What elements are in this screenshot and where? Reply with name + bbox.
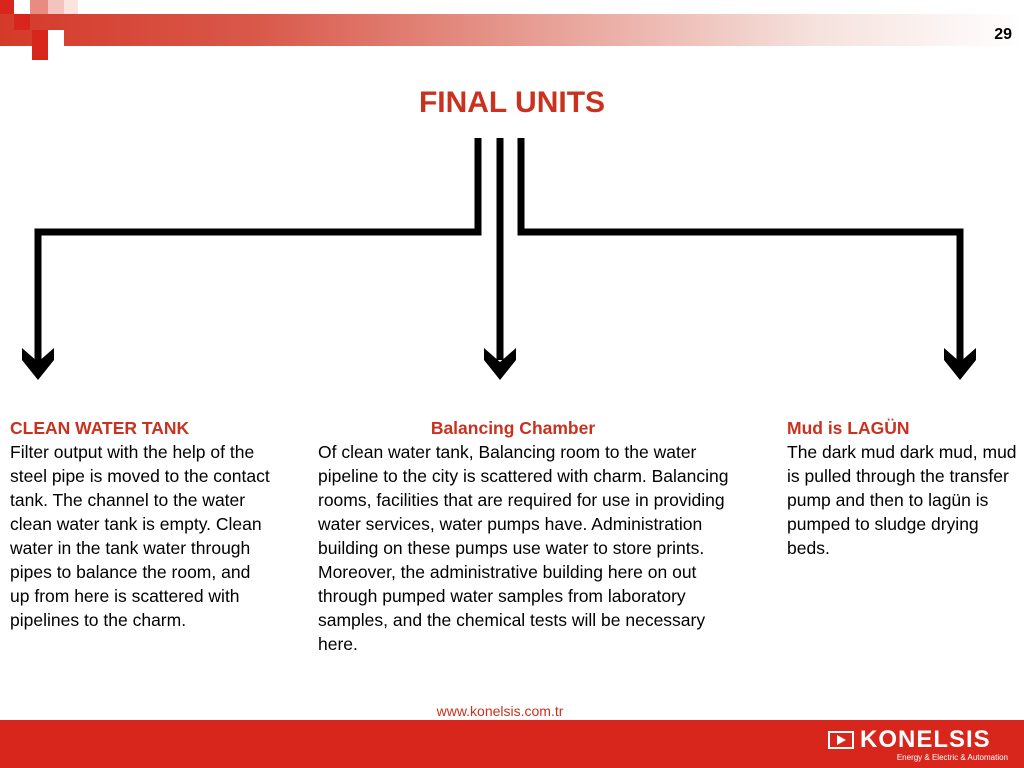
page-number: 29: [994, 26, 1012, 43]
unit-heading: Mud is LAGÜN: [787, 418, 910, 438]
page-title: FINAL UNITS: [418, 86, 606, 119]
logo-mark-icon: [828, 731, 854, 749]
website-link[interactable]: www.konelsis.com.tr: [436, 703, 564, 719]
connector-left: [38, 138, 478, 362]
connector-right: [521, 138, 960, 362]
unit-mud-lagun: [787, 416, 1019, 560]
brand-tagline: Energy & Electric & Automation: [896, 753, 1008, 762]
brand-logo: [828, 726, 1008, 764]
unit-heading: Balancing Chamber: [430, 418, 596, 438]
unit-balancing-chamber: [318, 416, 738, 656]
unit-description: Of clean water tank, Balancing room to the water pipeline to the city is scattered with charm. Balancing rooms, facilities that are required for use in providing water services, water pumps have. Administration building on these pumps use water to store prints. Moreover, the administrative building here on out through pumped water samples from laboratory samples, and the chemical tests will be necessary here.: [318, 442, 729, 654]
unit-description: The dark mud dark mud, mud is pulled through the transfer pump and then to lagün is pumped to sludge drying beds.: [787, 442, 1017, 558]
unit-description: Filter output with the help of the steel pipe is moved to the contact tank. The channel to the water clean water tank is empty. Clean water in the tank water through pipes to balance the room, and up from here is scattered with pipelines to the charm.: [10, 442, 270, 630]
brand-name: KONELSIS: [860, 726, 991, 753]
unit-clean-water-tank: [10, 416, 272, 632]
unit-heading: CLEAN WATER TANK: [10, 418, 190, 438]
